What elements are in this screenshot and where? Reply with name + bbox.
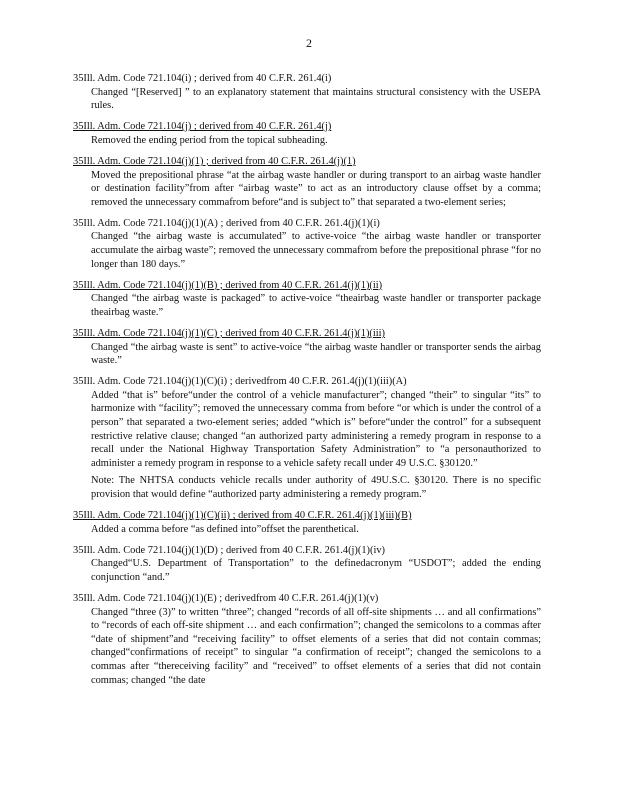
citation-heading: 35Ill. Adm. Code 721.104(j)(1)(D) ; derived from 40 C.F.R. 261.4(j)(1)(iv) [73, 544, 385, 556]
amendment-entry [73, 120, 541, 147]
citation-heading: 35Ill. Adm. Code 721.104(i) ; derived from 40 C.F.R. 261.4(i) [73, 73, 332, 84]
amendment-description: Changed “[Reserved] ” to an explanatory statement that maintains structural consistency with the USEPA rules. [91, 86, 541, 112]
amendment-entry [73, 72, 541, 113]
amendment-entry [73, 375, 541, 501]
amendment-entry [73, 279, 541, 320]
amendment-entry [73, 327, 541, 368]
amendment-description: Changed “three (3)” to written “three”; changed “records of all off-site shipments … and all confirmations” to “records of each off-site shipment … and each confirmation”; changed the semicolons to a commas after “date of shipment”and “receiving facility” to offset elements of a series that did not contain commas; changed“confirmations of receipt” to singular “a confirmation of receipt”; changed the semicolons to a commas after “thereceiving facility” and “received” to offset elements of a series that did not contain commas; changed “the date [91, 606, 541, 686]
amendment-description: Changed “the airbag waste is accumulated” to active-voice “the airbag waste handler or transporter accumulate the airbag waste”; removed the unnecessary commafrom before the prepositional phrase “for no longer than 180 days.” [91, 231, 541, 270]
amendment-entry [73, 155, 541, 209]
citation-heading: 35Ill. Adm. Code 721.104(j)(1) ; derived from 40 C.F.R. 261.4(j)(1) [73, 155, 356, 167]
amendment-description: Changed “the airbag waste is sent” to active-voice “the airbag waste handler or transporter sends the airbag waste.” [91, 341, 541, 367]
amendment-description: Added a comma before “as defined into”offset the parenthetical. [91, 523, 359, 535]
amendment-entry [73, 592, 541, 687]
citation-heading: 35Ill. Adm. Code 721.104(j)(1)(C)(ii) ; derived from 40 C.F.R. 261.4(j)(1)(iii)(B) [73, 510, 412, 522]
amendment-note: Note: The NHTSA conducts vehicle recalls under authority of 49U.S.C. §30120. There is no specific provision that would define “authorized party administering a remedy program.” [91, 475, 541, 501]
amendment-description: Removed the ending period from the topical subheading. [91, 134, 328, 146]
amendment-entry [73, 509, 541, 536]
document-body [73, 72, 541, 695]
amendment-description: Changed“U.S. Department of Transportation” to the definedacronym “USDOT”; added the ending conjunction “and.” [91, 558, 541, 583]
citation-heading: 35Ill. Adm. Code 721.104(j)(1)(C) ; derived from 40 C.F.R. 261.4(j)(1)(iii) [73, 328, 385, 339]
amendment-description: Changed “the airbag waste is packaged” to active-voice “theairbag waste handler or transporter package theairbag waste.” [91, 293, 541, 318]
amendment-description: Added “that is” before“under the control of a vehicle manufacturer”; changed “their” to singular “its” to harmonize with “facility”; removed the unnecessary comma from before “or which is under the control of a person” that separated a two-element series; added “which is” before“under the control” for a subsequent restrictive relative clause; changed “an authorized party administering a remedy program in response to a recall under the National Highway Transportation Safety Administration” to “a personauthorized to administer a remedy program in response to a vehicle safety recall under 49 U.S.C. §30120.” [91, 389, 541, 469]
citation-heading: 35Ill. Adm. Code 721.104(j)(1)(C)(i) ; derivedfrom 40 C.F.R. 261.4(j)(1)(iii)(A) [73, 376, 407, 388]
amendment-description: Moved the prepositional phrase “at the airbag waste handler or during transport to an airbag waste handler or destination facility”from after “airbag waste” to act as an introductory clause offset by a comma; removed the unnecessary commafrom before“and is subject to” that separated a two-element series; [91, 169, 541, 208]
citation-heading: 35Ill. Adm. Code 721.104(j)(1)(A) ; derived from 40 C.F.R. 261.4(j)(1)(i) [73, 217, 380, 229]
citation-heading: 35Ill. Adm. Code 721.104(j)(1)(E) ; derivedfrom 40 C.F.R. 261.4(j)(1)(v) [73, 593, 379, 605]
amendment-entry [73, 217, 541, 271]
citation-heading: 35Ill. Adm. Code 721.104(j) ; derived from 40 C.F.R. 261.4(j) [73, 121, 332, 133]
amendment-entry [73, 544, 541, 585]
page-number: 2 [306, 36, 312, 50]
citation-heading: 35Ill. Adm. Code 721.104(j)(1)(B) ; derived from 40 C.F.R. 261.4(j)(1)(ii) [73, 279, 383, 291]
